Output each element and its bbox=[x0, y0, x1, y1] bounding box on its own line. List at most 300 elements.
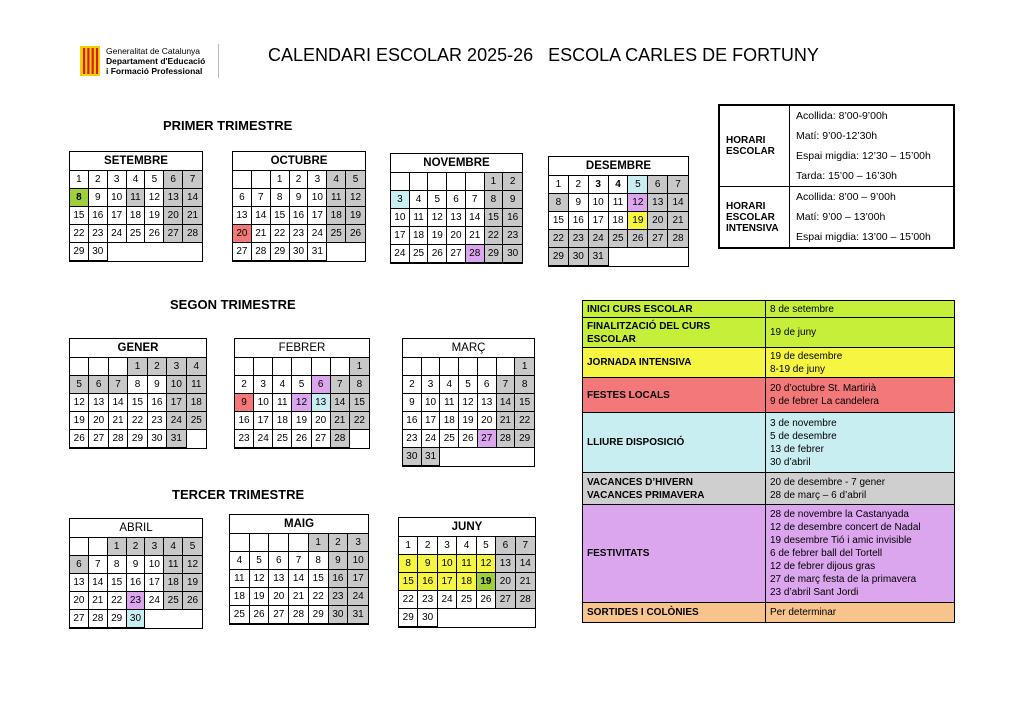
month-grid bbox=[235, 358, 369, 448]
day-cell: 29 bbox=[70, 243, 89, 261]
empty-cell bbox=[403, 358, 422, 376]
day-cell: 6 bbox=[70, 556, 89, 574]
day-cell: 9 bbox=[329, 552, 349, 570]
day-cell: 23 bbox=[418, 591, 437, 609]
day-cell: 26 bbox=[292, 430, 311, 448]
month-name: ABRIL bbox=[70, 519, 202, 538]
schedule-line: Matí: 9’00 – 13’00h bbox=[796, 211, 886, 223]
day-cell: 18 bbox=[410, 227, 429, 245]
day-cell: 26 bbox=[183, 592, 202, 610]
empty-cell bbox=[183, 243, 202, 261]
legend-row bbox=[583, 348, 955, 378]
legend-value: 3 de novembre 5 de desembre 13 de febrer 30 d’abril bbox=[766, 413, 955, 473]
day-cell: 27 bbox=[233, 243, 252, 261]
day-cell: 18 bbox=[609, 212, 629, 230]
day-cell: 15 bbox=[549, 212, 569, 230]
day-cell: 12 bbox=[346, 189, 365, 207]
day-cell: 5 bbox=[292, 376, 311, 394]
empty-cell bbox=[422, 358, 441, 376]
month-grid bbox=[549, 176, 688, 266]
month-name: MARÇ bbox=[403, 339, 534, 358]
day-cell: 7 bbox=[668, 176, 688, 194]
day-cell: 18 bbox=[187, 394, 206, 412]
day-cell: 2 bbox=[418, 537, 437, 555]
day-cell: 30 bbox=[569, 248, 589, 266]
empty-cell bbox=[668, 248, 688, 266]
month-grid bbox=[70, 538, 202, 628]
empty-cell bbox=[391, 173, 410, 191]
day-cell: 22 bbox=[485, 227, 504, 245]
day-cell: 17 bbox=[308, 207, 327, 225]
schedule-table bbox=[718, 104, 955, 249]
day-cell: 5 bbox=[70, 376, 89, 394]
day-cell: 4 bbox=[327, 171, 346, 189]
month-calendar bbox=[69, 151, 203, 262]
month-calendar bbox=[402, 338, 535, 467]
day-cell: 8 bbox=[485, 191, 504, 209]
day-cell: 19 bbox=[70, 412, 89, 430]
day-cell: 10 bbox=[108, 189, 127, 207]
day-cell: 24 bbox=[348, 588, 368, 606]
day-cell: 3 bbox=[589, 176, 609, 194]
day-cell: 5 bbox=[428, 191, 447, 209]
day-cell: 3 bbox=[145, 538, 164, 556]
month-calendar bbox=[234, 338, 370, 449]
day-cell: 4 bbox=[187, 358, 206, 376]
day-cell: 27 bbox=[312, 430, 331, 448]
day-cell: 12 bbox=[459, 394, 478, 412]
day-cell: 13 bbox=[447, 209, 466, 227]
empty-cell bbox=[497, 358, 516, 376]
day-cell: 30 bbox=[503, 245, 522, 263]
empty-cell bbox=[466, 173, 485, 191]
day-cell: 18 bbox=[127, 207, 146, 225]
empty-cell bbox=[457, 609, 476, 627]
day-cell: 28 bbox=[89, 610, 108, 628]
day-cell: 10 bbox=[422, 394, 441, 412]
day-cell: 25 bbox=[164, 592, 183, 610]
day-cell: 1 bbox=[515, 358, 534, 376]
legend-row bbox=[583, 505, 955, 603]
legend-value: Per determinar bbox=[766, 603, 955, 623]
month-grid bbox=[399, 537, 535, 627]
empty-cell bbox=[89, 538, 108, 556]
day-cell: 21 bbox=[497, 412, 516, 430]
day-cell: 3 bbox=[254, 376, 273, 394]
day-cell: 22 bbox=[399, 591, 418, 609]
day-cell: 9 bbox=[89, 189, 108, 207]
day-cell: 28 bbox=[109, 430, 128, 448]
legend-row bbox=[583, 603, 955, 623]
day-cell: 14 bbox=[183, 189, 202, 207]
day-cell: 16 bbox=[235, 412, 254, 430]
day-cell: 29 bbox=[108, 610, 127, 628]
day-cell: 17 bbox=[348, 570, 368, 588]
empty-cell bbox=[478, 358, 497, 376]
day-cell: 17 bbox=[589, 212, 609, 230]
legend-value: 28 de novembre la Castanyada 12 de desembre concert de Nadal 19 desembre Tió i amic invisible 6 de febrer ball del Tortell 12 de febrer dijous gras 27 de març festa de la primavera 23 d’abril Sant Jordi bbox=[766, 505, 955, 603]
day-cell: 21 bbox=[109, 412, 128, 430]
month-grid bbox=[70, 358, 206, 448]
day-cell: 15 bbox=[399, 573, 418, 591]
day-cell: 7 bbox=[109, 376, 128, 394]
schedule-line: Espai migdia: 13’00 – 15’00h bbox=[796, 231, 931, 243]
day-cell: 27 bbox=[164, 225, 183, 243]
day-cell: 15 bbox=[271, 207, 290, 225]
day-cell: 1 bbox=[350, 358, 369, 376]
legend-row bbox=[583, 318, 955, 348]
empty-cell bbox=[478, 448, 497, 466]
logo-line-2: Departament d'Educació bbox=[106, 56, 206, 66]
month-calendar bbox=[390, 153, 523, 264]
day-cell: 6 bbox=[447, 191, 466, 209]
day-cell: 31 bbox=[348, 606, 368, 624]
day-cell: 1 bbox=[128, 358, 147, 376]
month-name: OCTUBRE bbox=[233, 152, 365, 171]
day-cell: 15 bbox=[108, 574, 127, 592]
legend-value: 20 d’octubre St. Martirià 9 de febrer La candelera bbox=[766, 378, 955, 413]
legend-key: VACANCES D’HIVERN VACANCES PRIMAVERA bbox=[583, 473, 766, 505]
empty-cell bbox=[127, 243, 146, 261]
day-cell: 12 bbox=[183, 556, 202, 574]
day-cell: 3 bbox=[422, 376, 441, 394]
day-cell: 3 bbox=[438, 537, 457, 555]
day-cell: 4 bbox=[273, 376, 292, 394]
day-cell: 9 bbox=[148, 376, 167, 394]
day-cell: 19 bbox=[183, 574, 202, 592]
day-cell: 22 bbox=[128, 412, 147, 430]
day-cell: 5 bbox=[459, 376, 478, 394]
trimester-title-third: TERCER TRIMESTRE bbox=[172, 487, 305, 502]
day-cell: 6 bbox=[478, 376, 497, 394]
day-cell: 19 bbox=[346, 207, 365, 225]
page-title: CALENDARI ESCOLAR 2025-26 ESCOLA CARLES DE FORTUNY bbox=[268, 45, 819, 65]
day-cell: 17 bbox=[167, 394, 186, 412]
day-cell: 8 bbox=[515, 376, 534, 394]
day-cell: 15 bbox=[128, 394, 147, 412]
empty-cell bbox=[183, 610, 202, 628]
day-cell: 25 bbox=[273, 430, 292, 448]
day-cell: 19 bbox=[628, 212, 648, 230]
day-cell: 22 bbox=[350, 412, 369, 430]
legend-key: LLIURE DISPOSICIÓ bbox=[583, 413, 766, 473]
day-cell: 13 bbox=[269, 570, 289, 588]
month-grid bbox=[70, 171, 202, 261]
day-cell: 29 bbox=[399, 609, 418, 627]
day-cell: 7 bbox=[289, 552, 309, 570]
day-cell: 4 bbox=[457, 537, 476, 555]
day-cell: 10 bbox=[348, 552, 368, 570]
day-cell: 5 bbox=[183, 538, 202, 556]
day-cell: 27 bbox=[496, 591, 515, 609]
day-cell: 16 bbox=[418, 573, 437, 591]
empty-cell bbox=[233, 171, 252, 189]
day-cell: 17 bbox=[422, 412, 441, 430]
day-cell: 24 bbox=[589, 230, 609, 248]
month-grid bbox=[230, 534, 368, 624]
day-cell: 16 bbox=[329, 570, 349, 588]
empty-cell bbox=[109, 358, 128, 376]
day-cell: 9 bbox=[403, 394, 422, 412]
day-cell: 7 bbox=[183, 171, 202, 189]
day-cell: 6 bbox=[496, 537, 515, 555]
day-cell: 7 bbox=[516, 537, 535, 555]
month-calendar bbox=[398, 517, 536, 628]
day-cell: 16 bbox=[290, 207, 309, 225]
month-calendar bbox=[69, 338, 207, 449]
day-cell: 13 bbox=[89, 394, 108, 412]
day-cell: 23 bbox=[127, 592, 146, 610]
day-cell: 30 bbox=[148, 430, 167, 448]
day-cell: 25 bbox=[457, 591, 476, 609]
day-cell: 3 bbox=[167, 358, 186, 376]
day-cell: 9 bbox=[418, 555, 437, 573]
day-cell: 2 bbox=[403, 376, 422, 394]
legend-key: FESTIVITATS bbox=[583, 505, 766, 603]
legend-row bbox=[583, 378, 955, 413]
empty-cell bbox=[516, 609, 535, 627]
schedule-line: Tarda: 15’00 – 16’30h bbox=[796, 170, 897, 182]
day-cell: 5 bbox=[346, 171, 365, 189]
day-cell: 14 bbox=[252, 207, 271, 225]
day-cell: 6 bbox=[312, 376, 331, 394]
empty-cell bbox=[145, 610, 164, 628]
day-cell: 24 bbox=[167, 412, 186, 430]
day-cell: 1 bbox=[549, 176, 569, 194]
empty-cell bbox=[628, 248, 648, 266]
day-cell: 31 bbox=[589, 248, 609, 266]
day-cell: 22 bbox=[108, 592, 127, 610]
day-cell: 24 bbox=[108, 225, 127, 243]
day-cell: 16 bbox=[127, 574, 146, 592]
empty-cell bbox=[292, 358, 311, 376]
day-cell: 3 bbox=[308, 171, 327, 189]
day-cell: 9 bbox=[127, 556, 146, 574]
empty-cell bbox=[108, 243, 127, 261]
day-cell: 18 bbox=[230, 588, 250, 606]
day-cell: 2 bbox=[290, 171, 309, 189]
day-cell: 23 bbox=[503, 227, 522, 245]
empty-cell bbox=[273, 358, 292, 376]
day-cell: 13 bbox=[496, 555, 515, 573]
day-cell: 10 bbox=[589, 194, 609, 212]
day-cell: 5 bbox=[477, 537, 496, 555]
schedule-normal-times bbox=[790, 105, 955, 187]
day-cell: 10 bbox=[167, 376, 186, 394]
day-cell: 26 bbox=[250, 606, 270, 624]
month-name: GENER bbox=[70, 339, 206, 358]
day-cell: 23 bbox=[235, 430, 254, 448]
day-cell: 28 bbox=[331, 430, 350, 448]
day-cell: 12 bbox=[292, 394, 311, 412]
day-cell: 11 bbox=[164, 556, 183, 574]
day-cell: 23 bbox=[148, 412, 167, 430]
day-cell: 11 bbox=[127, 189, 146, 207]
day-cell: 2 bbox=[235, 376, 254, 394]
day-cell: 23 bbox=[290, 225, 309, 243]
day-cell: 18 bbox=[164, 574, 183, 592]
empty-cell bbox=[252, 171, 271, 189]
day-cell: 14 bbox=[331, 394, 350, 412]
day-cell: 1 bbox=[309, 534, 329, 552]
month-grid bbox=[233, 171, 365, 261]
schedule-line: Acollida: 8’00 – 9’00h bbox=[796, 191, 896, 203]
month-name: SETEMBRE bbox=[70, 152, 202, 171]
day-cell: 2 bbox=[503, 173, 522, 191]
day-cell: 8 bbox=[309, 552, 329, 570]
day-cell: 4 bbox=[164, 538, 183, 556]
day-cell: 16 bbox=[503, 209, 522, 227]
day-cell: 1 bbox=[399, 537, 418, 555]
day-cell: 18 bbox=[440, 412, 459, 430]
day-cell: 10 bbox=[254, 394, 273, 412]
day-cell: 3 bbox=[391, 191, 410, 209]
empty-cell bbox=[496, 609, 515, 627]
schedule-intensive-row bbox=[719, 187, 954, 249]
legend-row bbox=[583, 473, 955, 505]
day-cell: 16 bbox=[569, 212, 589, 230]
legend-key: FINALITZACIÓ DEL CURS ESCOLAR bbox=[583, 318, 766, 348]
day-cell: 25 bbox=[609, 230, 629, 248]
day-cell: 29 bbox=[309, 606, 329, 624]
empty-cell bbox=[459, 358, 478, 376]
day-cell: 15 bbox=[309, 570, 329, 588]
day-cell: 22 bbox=[271, 225, 290, 243]
legend-value: 8 de setembre bbox=[766, 301, 955, 318]
day-cell: 27 bbox=[70, 610, 89, 628]
day-cell: 5 bbox=[628, 176, 648, 194]
legend-key: JORNADA INTENSIVA bbox=[583, 348, 766, 378]
empty-cell bbox=[187, 430, 206, 448]
month-name: NOVEMBRE bbox=[391, 154, 522, 173]
day-cell: 20 bbox=[89, 412, 108, 430]
day-cell: 2 bbox=[127, 538, 146, 556]
day-cell: 15 bbox=[515, 394, 534, 412]
day-cell: 21 bbox=[252, 225, 271, 243]
day-cell: 13 bbox=[70, 574, 89, 592]
day-cell: 6 bbox=[89, 376, 108, 394]
day-cell: 29 bbox=[128, 430, 147, 448]
day-cell: 23 bbox=[329, 588, 349, 606]
day-cell: 10 bbox=[145, 556, 164, 574]
day-cell: 27 bbox=[648, 230, 668, 248]
day-cell: 8 bbox=[271, 189, 290, 207]
day-cell: 17 bbox=[145, 574, 164, 592]
day-cell: 24 bbox=[145, 592, 164, 610]
day-cell: 14 bbox=[466, 209, 485, 227]
day-cell: 15 bbox=[350, 394, 369, 412]
day-cell: 19 bbox=[145, 207, 164, 225]
month-name: JUNY bbox=[399, 518, 535, 537]
day-cell: 5 bbox=[250, 552, 270, 570]
day-cell: 1 bbox=[485, 173, 504, 191]
day-cell: 19 bbox=[250, 588, 270, 606]
day-cell: 15 bbox=[485, 209, 504, 227]
empty-cell bbox=[70, 358, 89, 376]
day-cell: 13 bbox=[648, 194, 668, 212]
day-cell: 20 bbox=[312, 412, 331, 430]
day-cell: 9 bbox=[235, 394, 254, 412]
day-cell: 26 bbox=[145, 225, 164, 243]
day-cell: 20 bbox=[447, 227, 466, 245]
day-cell: 31 bbox=[167, 430, 186, 448]
day-cell: 21 bbox=[89, 592, 108, 610]
day-cell: 4 bbox=[609, 176, 629, 194]
schedule-normal-row bbox=[719, 105, 954, 187]
day-cell: 3 bbox=[108, 171, 127, 189]
day-cell: 16 bbox=[148, 394, 167, 412]
day-cell: 29 bbox=[549, 248, 569, 266]
day-cell: 11 bbox=[410, 209, 429, 227]
day-cell: 25 bbox=[410, 245, 429, 263]
day-cell: 30 bbox=[329, 606, 349, 624]
day-cell: 19 bbox=[292, 412, 311, 430]
empty-cell bbox=[440, 448, 459, 466]
day-cell: 4 bbox=[230, 552, 250, 570]
day-cell: 2 bbox=[148, 358, 167, 376]
legend-key: FESTES LOCALS bbox=[583, 378, 766, 413]
day-cell: 14 bbox=[109, 394, 128, 412]
day-cell: 6 bbox=[269, 552, 289, 570]
empty-cell bbox=[410, 173, 429, 191]
day-cell: 31 bbox=[308, 243, 327, 261]
schedule-line: Acollida: 8’00-9’00h bbox=[796, 110, 888, 122]
day-cell: 7 bbox=[331, 376, 350, 394]
empty-cell bbox=[250, 534, 270, 552]
day-cell: 7 bbox=[89, 556, 108, 574]
day-cell: 7 bbox=[497, 376, 516, 394]
day-cell: 28 bbox=[516, 591, 535, 609]
day-cell: 11 bbox=[457, 555, 476, 573]
day-cell: 14 bbox=[289, 570, 309, 588]
month-name: DESEMBRE bbox=[549, 157, 688, 176]
month-name: MAIG bbox=[230, 515, 368, 534]
empty-cell bbox=[346, 243, 365, 261]
day-cell: 30 bbox=[403, 448, 422, 466]
day-cell: 21 bbox=[516, 573, 535, 591]
empty-cell bbox=[447, 173, 466, 191]
day-cell: 8 bbox=[128, 376, 147, 394]
day-cell: 30 bbox=[418, 609, 437, 627]
month-calendar bbox=[548, 156, 689, 267]
month-calendar bbox=[232, 151, 366, 262]
day-cell: 31 bbox=[422, 448, 441, 466]
day-cell: 14 bbox=[497, 394, 516, 412]
senyera-icon bbox=[80, 46, 100, 76]
empty-cell bbox=[312, 358, 331, 376]
empty-cell bbox=[254, 358, 273, 376]
schedule-intensive-times bbox=[790, 187, 955, 249]
day-cell: 21 bbox=[331, 412, 350, 430]
day-cell: 9 bbox=[290, 189, 309, 207]
day-cell: 27 bbox=[89, 430, 108, 448]
day-cell: 13 bbox=[164, 189, 183, 207]
day-cell: 21 bbox=[183, 207, 202, 225]
day-cell: 1 bbox=[108, 538, 127, 556]
day-cell: 27 bbox=[478, 430, 497, 448]
day-cell: 19 bbox=[477, 573, 496, 591]
day-cell: 26 bbox=[477, 591, 496, 609]
day-cell: 26 bbox=[459, 430, 478, 448]
day-cell: 9 bbox=[503, 191, 522, 209]
day-cell: 28 bbox=[289, 606, 309, 624]
day-cell: 25 bbox=[440, 430, 459, 448]
empty-cell bbox=[327, 243, 346, 261]
day-cell: 6 bbox=[648, 176, 668, 194]
empty-cell bbox=[497, 448, 516, 466]
empty-cell bbox=[230, 534, 250, 552]
empty-cell bbox=[145, 243, 164, 261]
